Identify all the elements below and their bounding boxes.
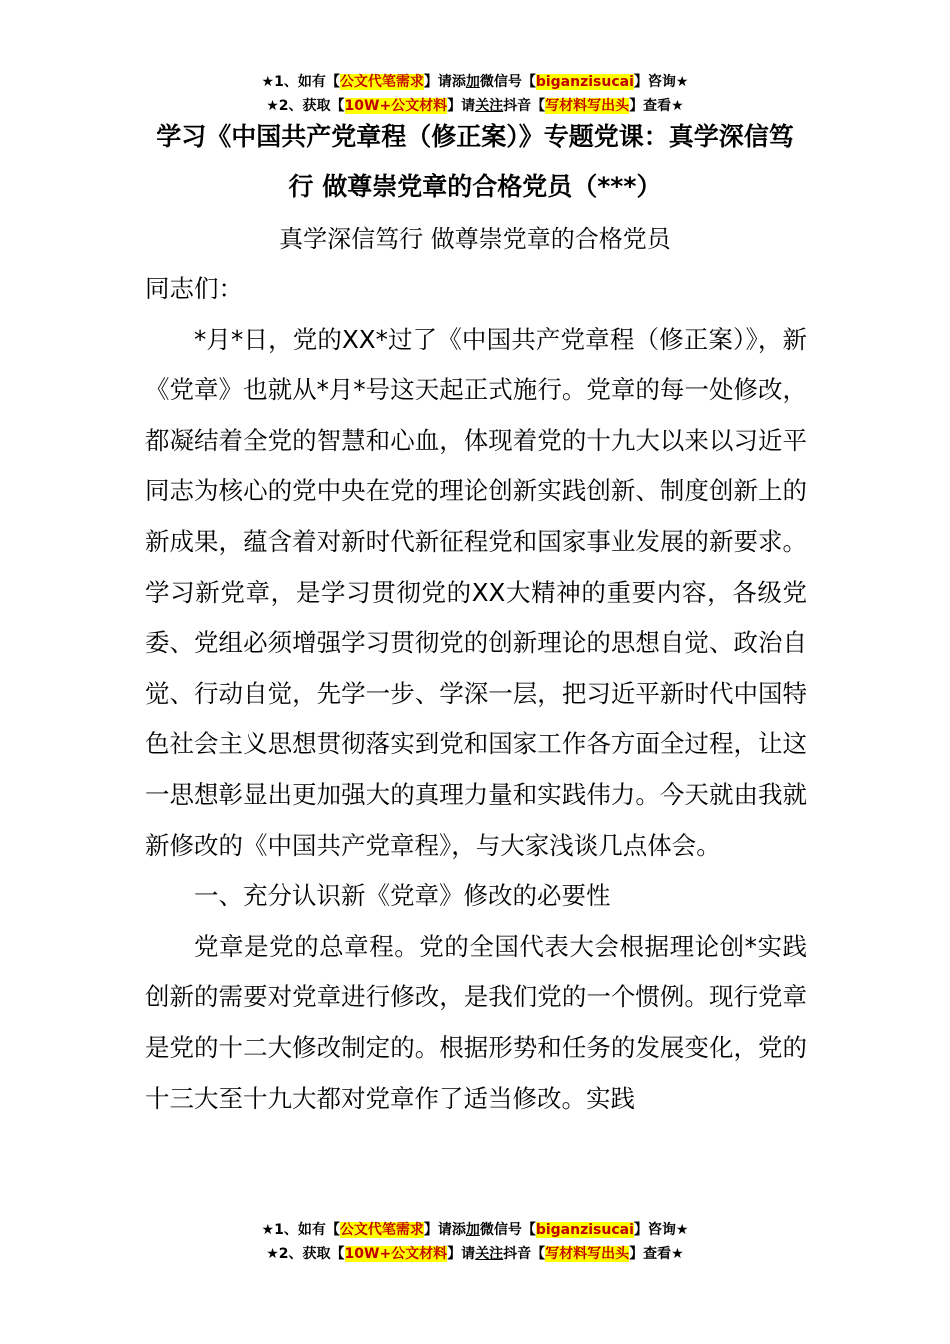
document-body [145,264,807,1124]
banner-highlight: 10W+公文材料 [344,1246,448,1262]
banner-line-1: ★1、如有【公文代笔需求】请添加微信号【biganzisucai】咨询★ [261,74,689,90]
banner-line-2: ★2、获取【10W+公文材料】请关注抖音【写材料写出头】查看★ [266,98,684,114]
banner-wechat-id: biganzisucai [535,1222,634,1238]
banner-highlight: 公文代笔需求 [339,1222,424,1238]
document-subtitle: 真学深信笃行 做尊崇党章的合格党员 [279,225,671,253]
salutation: 同志们： [145,274,243,303]
banner-douyin-id: 写材料写出头 [545,1246,630,1262]
banner-highlight: 公文代笔需求 [339,74,424,90]
banner-douyin-id: 写材料写出头 [545,98,630,114]
banner-wechat-id: biganzisucai [535,74,634,90]
document-title: 学习《中国共产党章程（修正案）》专题党课：真学深信笃行 做尊崇党章的合格党员（***） [156,122,794,201]
banner-line-2: ★2、获取【10W+公文材料】请关注抖音【写材料写出头】查看★ [266,1246,684,1262]
banner-line-1: ★1、如有【公文代笔需求】请添加微信号【biganzisucai】咨询★ [261,1222,689,1238]
header-banner [0,70,950,118]
banner-highlight: 10W+公文材料 [344,98,448,114]
section-heading: 一、充分认识新《党章》修改的必要性 [194,881,611,911]
footer-banner [0,1218,950,1266]
paragraph: 党章是党的总章程。党的全国代表大会根据理论创*实践创新的需要对党章进行修改，是我们党的一个惯例。现行党章是党的十二大修改制定的。根据形势和任务的发展变化，党的十三大至十九大都对党章作了适当修改。实践 [145,931,807,1113]
paragraph: *月*日，党的XX*过了《中国共产党章程（修正案）》，新《党章》也就从*月*号这天起正式施行。党章的每一处修改，都凝结着全党的智慧和心血，体现着党的十九大以来以习近平同志为核心的党中央在党的理论创新实践创新、制度创新上的新成果，蕴含着对新时代新征程党和国家事业发展的新要求。学习新党章，是学习贯彻党的XX大精神的重要内容，各级党委、党组必须增强学习贯彻党的创新理论的思想自觉、政治自觉、行动自觉，先学一步、学深一层，把习近平新时代中国特色社会主义思想贯彻落实到党和国家工作各方面全过程，让这一思想彰显出更加强大的真理力量和实践伟力。今天就由我就新修改的《中国共产党章程》，与大家浅谈几点体会。 [145,324,807,860]
